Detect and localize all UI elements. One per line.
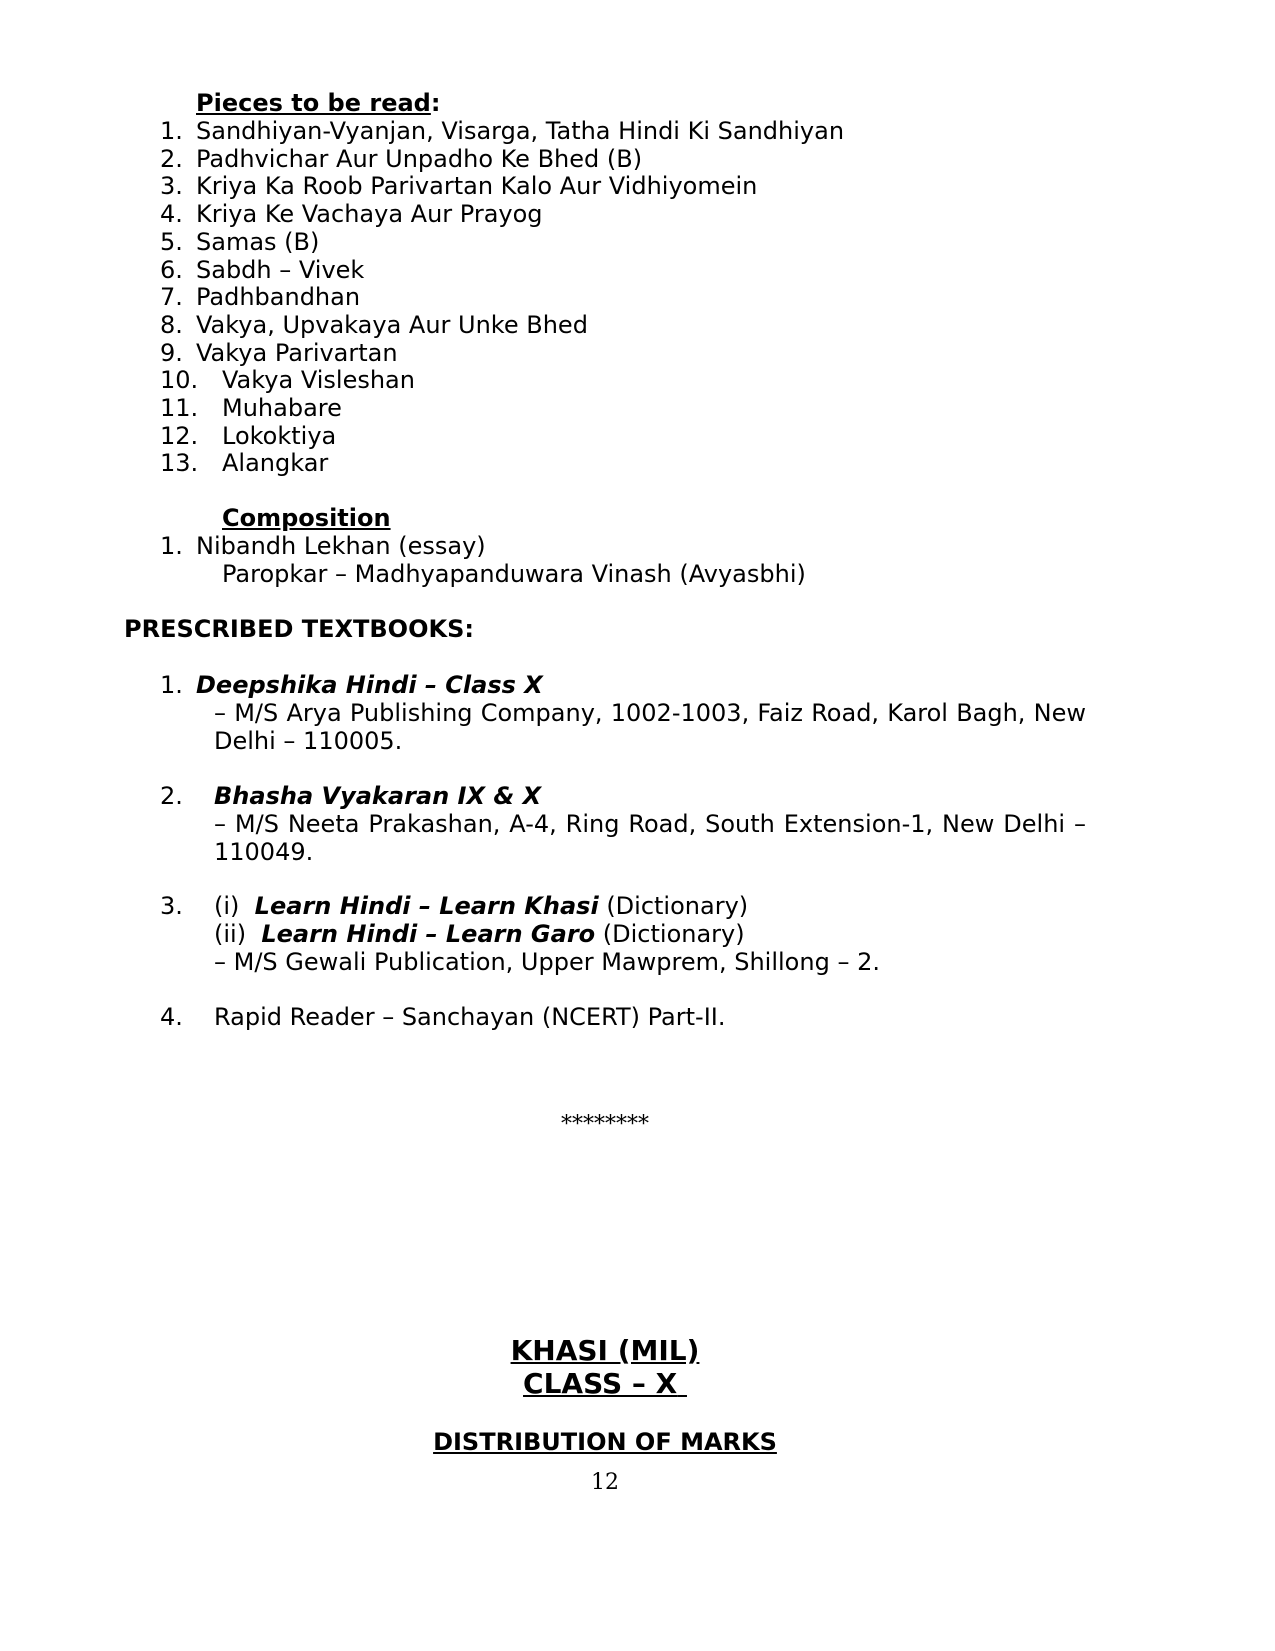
book3-sub1-title: Learn Hindi – Learn Khasi [254,892,599,920]
book1-title: Deepshika Hindi – Class X [196,671,543,699]
pieces-item-text: Alangkar [222,449,329,478]
pieces-item-number: 7. [160,283,183,312]
pieces-item-text: Sabdh – Vivek [196,255,365,284]
pieces-item-text: Kriya Ka Roob Parivartan Kalo Aur Vidhiyomein [196,172,758,201]
book2-title: Bhasha Vyakaran IX & X [214,782,542,810]
book3-number: 3. [160,892,183,920]
pieces-item-number: 11. [160,394,199,422]
pieces-heading [196,88,440,118]
pieces-item-number: 5. [160,227,183,256]
khasi-class-text: CLASS – X [523,1367,678,1400]
pieces-item-number: 13. [160,449,199,478]
pieces-item-number: 1. [160,117,183,145]
pieces-item-text: Sandhiyan-Vyanjan, Visarga, Tatha Hindi Ki Sandhiyan [196,117,845,145]
book3-sub1-note: (Dictionary) [606,892,749,920]
distribution-heading: DISTRIBUTION OF MARKS [433,1428,777,1456]
book3-sub2 [214,919,745,949]
pieces-item-text: Vakya Visleshan [222,366,415,395]
pieces-item-number: 2. [160,144,183,173]
book2-publisher-line2: 110049. [214,838,314,866]
book1-number: 1. [160,671,183,699]
book3-sub2-title: Learn Hindi – Learn Garo [261,920,596,948]
book2-publisher-line1: – M/S Neeta Prakashan, A-4, Ring Road, South Extension-1, New Delhi – [214,810,1086,838]
page-number: 12 [591,1470,619,1495]
book3-sub2-label: (ii) [214,920,247,948]
pieces-heading-colon: : [430,89,441,117]
book1-publisher-line2: Delhi – 110005. [214,727,403,755]
pieces-item-text: Lokoktiya [222,421,337,450]
khasi-title: KHASI (MIL) [510,1334,700,1367]
pieces-item-text: Kriya Ke Vachaya Aur Prayog [196,200,543,229]
book4-number: 4. [160,1003,183,1031]
book4-text: Rapid Reader – Sanchayan (NCERT) Part-II. [214,1003,726,1031]
pieces-heading-text: Pieces to be read [196,89,431,117]
pieces-item-number: 10. [160,366,199,395]
pieces-item-number: 9. [160,338,183,367]
book2-number: 2. [160,782,183,810]
pieces-item-text: Samas (B) [196,227,320,256]
pieces-item-text: Vakya, Upvakaya Aur Unke Bhed [196,310,588,339]
pieces-item-text: Padhbandhan [196,283,361,312]
pieces-item-text: Vakya Parivartan [196,338,398,367]
pieces-item-number: 12. [160,421,199,450]
pieces-item-number: 8. [160,310,183,339]
composition-item-subtext: Paropkar – Madhyapanduwara Vinash (Avyasbhi) [222,560,806,588]
book3-publisher: – M/S Gewali Publication, Upper Mawprem, Shillong – 2. [214,948,880,976]
book3-sub1 [214,891,748,921]
book3-sub1-label: (i) [214,892,240,920]
pieces-item-text: Padhvichar Aur Unpadho Ke Bhed (B) [196,144,643,173]
pieces-item-number: 4. [160,200,183,229]
section-separator: ******** [561,1112,649,1137]
khasi-class-label [0,1367,1210,1401]
composition-item-text: Nibandh Lekhan (essay) [196,532,486,560]
pieces-item-number: 3. [160,172,183,201]
book1-publisher-line1: – M/S Arya Publishing Company, 1002-1003, Faiz Road, Karol Bagh, New [214,699,1086,727]
pieces-item-text: Muhabare [222,394,342,422]
pieces-item-number: 6. [160,255,183,284]
composition-heading: Composition [222,504,391,532]
textbooks-heading: PRESCRIBED TEXTBOOKS: [124,615,474,643]
book3-sub2-note: (Dictionary) [602,920,745,948]
composition-item-number: 1. [160,532,183,560]
